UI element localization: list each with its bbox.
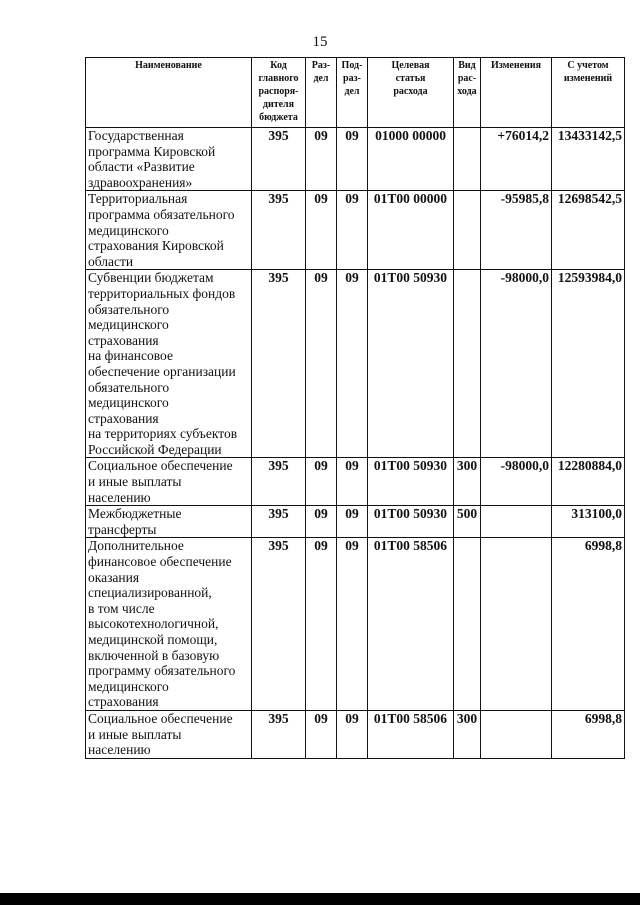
row-target: 01Т00 50930 <box>368 506 454 538</box>
row-total: 6998,8 <box>552 538 625 711</box>
row-section: 09 <box>306 191 337 270</box>
table-row <box>86 191 625 270</box>
row-section: 09 <box>306 128 337 191</box>
row-subsection: 09 <box>337 710 368 758</box>
row-name: Территориальная программа обязательного медицинского страхования Кировской области <box>86 191 252 270</box>
row-target: 01Т00 58506 <box>368 710 454 758</box>
row-code: 395 <box>252 538 306 711</box>
row-target: 01Т00 58506 <box>368 538 454 711</box>
row-section: 09 <box>306 270 337 458</box>
row-code: 395 <box>252 458 306 506</box>
header-kind: Вид рас- хода <box>454 58 481 128</box>
row-section: 09 <box>306 506 337 538</box>
row-kind <box>454 270 481 458</box>
row-section: 09 <box>306 538 337 711</box>
row-name: Социальное обеспечение и иные выплаты населению <box>86 458 252 506</box>
row-subsection: 09 <box>337 458 368 506</box>
row-kind <box>454 191 481 270</box>
row-code: 395 <box>252 128 306 191</box>
header-subsection: Под- раз- дел <box>337 58 368 128</box>
row-target: 01Т00 50930 <box>368 270 454 458</box>
row-kind: 300 <box>454 458 481 506</box>
page-number: 15 <box>312 34 328 50</box>
row-subsection: 09 <box>337 191 368 270</box>
row-kind: 500 <box>454 506 481 538</box>
row-changes <box>481 538 552 711</box>
table-row <box>86 710 625 758</box>
header-name: Наименование <box>86 58 252 128</box>
row-kind: 300 <box>454 710 481 758</box>
row-subsection: 09 <box>337 506 368 538</box>
table-row <box>86 458 625 506</box>
row-name: Дополнительное финансовое обеспечение оказания специализированной, в том числе высокотехнологичной, медицинской помощи, включенной в базовую программу обязательного медицинского страхования <box>86 538 252 711</box>
row-code: 395 <box>252 506 306 538</box>
header-changes: Изменения <box>481 58 552 128</box>
row-section: 09 <box>306 710 337 758</box>
row-changes: -98000,0 <box>481 270 552 458</box>
row-changes: +76014,2 <box>481 128 552 191</box>
row-kind <box>454 128 481 191</box>
table-row <box>86 128 625 191</box>
row-section: 09 <box>306 458 337 506</box>
header-code: Код главного распоря- дителя бюджета <box>252 58 306 128</box>
row-target: 01Т00 00000 <box>368 191 454 270</box>
row-changes: -95985,8 <box>481 191 552 270</box>
row-changes: -98000,0 <box>481 458 552 506</box>
table-row <box>86 506 625 538</box>
table-row <box>86 538 625 711</box>
row-total: 12698542,5 <box>552 191 625 270</box>
header-section: Раз- дел <box>306 58 337 128</box>
row-total: 313100,0 <box>552 506 625 538</box>
budget-table <box>85 57 625 759</box>
scan-edge-bar <box>0 893 640 905</box>
row-target: 01Т00 50930 <box>368 458 454 506</box>
row-changes <box>481 710 552 758</box>
row-kind <box>454 538 481 711</box>
row-name: Социальное обеспечение и иные выплаты населению <box>86 710 252 758</box>
row-changes <box>481 506 552 538</box>
row-name: Межбюджетные трансферты <box>86 506 252 538</box>
row-code: 395 <box>252 270 306 458</box>
row-target: 01000 00000 <box>368 128 454 191</box>
row-subsection: 09 <box>337 538 368 711</box>
header-target: Целевая статья расхода <box>368 58 454 128</box>
row-total: 13433142,5 <box>552 128 625 191</box>
row-total: 12280884,0 <box>552 458 625 506</box>
row-total: 12593984,0 <box>552 270 625 458</box>
row-total: 6998,8 <box>552 710 625 758</box>
row-code: 395 <box>252 191 306 270</box>
row-subsection: 09 <box>337 128 368 191</box>
row-name: Государственная программа Кировской области «Развитие здравоохранения» <box>86 128 252 191</box>
table-row <box>86 270 625 458</box>
row-subsection: 09 <box>337 270 368 458</box>
row-name: Субвенции бюджетам территориальных фондов обязательного медицинского страхования на финансовое обеспечение организации обязательного медицинского страхования на территориях субъектов Российской Федерации <box>86 270 252 458</box>
row-code: 395 <box>252 710 306 758</box>
header-total: С учетом изменений <box>552 58 625 128</box>
header-row <box>86 58 625 128</box>
